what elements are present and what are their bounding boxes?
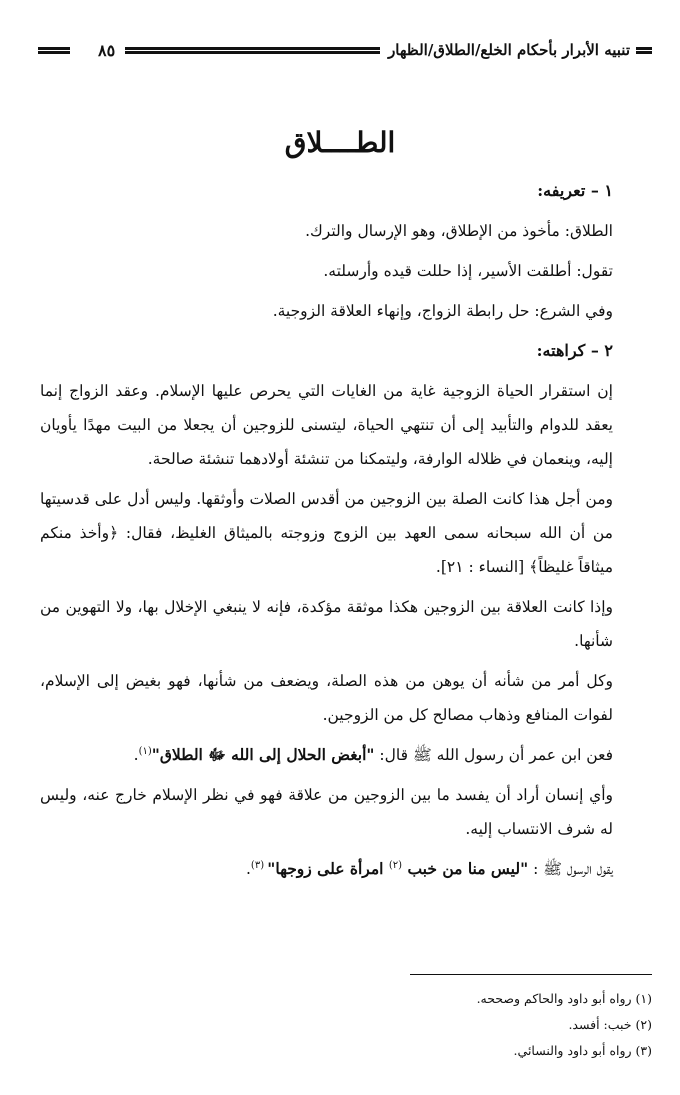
hadith-quote-part-a: "ليس منا من خبب (402, 859, 529, 878)
chapter-title: الطــــلاق (284, 126, 396, 159)
footnote-ref-1: (١) (138, 745, 152, 757)
running-header (38, 34, 652, 66)
paragraph: وكل أمر من شأنه أن يوهن من هذه الصلة، ويضعف من شأنها، فهو بغيض إلى الإسلام، لفوات المنافع وذهاب مصالح كل من الزوجين. (40, 672, 613, 724)
paragraph: ومن أجل هذا كانت الصلة بين الزوجين من أقدس الصلات وأوثقها. وليس أدل على قدسيتها من أن الله سبحانه سمى العهد بين الزوج وزوجته بالميثاق الغليظ، فقال: ﴿وأخذ منكم ميثاقاً غليظاً﴾ [النساء : ٢١]. (40, 490, 613, 576)
footnote-ref-2: (٢) (388, 859, 403, 871)
footnote-1: (١) رواه أبو داود والحاكم وصححه. (476, 991, 652, 1006)
hadith-lead: فعن ابن عمر أن رسول الله ﷺ قال: (374, 746, 613, 764)
body-text (40, 170, 613, 892)
section-heading-definition: ١ – تعريفه: (537, 181, 613, 200)
paragraph: وفي الشرع: حل رابطة الزواج، وإنهاء العلاقة الزوجية. (272, 302, 613, 320)
paragraph: وأي إنسان أراد أن يفسد ما بين الزوجين من علاقة فهو في نظر الإسلام خارج عنه، وليس له شرف الانتساب إليه. (40, 786, 613, 838)
hadith-paragraph (40, 852, 613, 886)
footnote-2: (٢) خبب: أفسد. (568, 1017, 652, 1032)
footnote-rule (410, 974, 652, 975)
hadith-end: . (245, 860, 251, 878)
header-rule-right (636, 47, 652, 54)
footnote-ref-3: (٣) (250, 859, 268, 871)
paragraph: وإذا كانت العلاقة بين الزوجين هكذا موثقة مؤكدة، فإنه لا ينبغي الإخلال بها، ولا التهوين من شأنها. (40, 598, 613, 650)
paragraph: تقول: أطلقت الأسير، إذا حللت قيده وأرسلته. (323, 262, 613, 280)
hadith-quote-part-b: امرأة على زوجها" (267, 859, 389, 878)
hadith-quote: "أبغض الحلال إلى الله ﷻ الطلاق" (151, 745, 375, 764)
footnotes (300, 986, 652, 1064)
footnote-3: (٣) رواه أبو داود والنسائي. (513, 1043, 652, 1058)
header-rule-left (38, 47, 70, 54)
header-rule-middle (125, 47, 380, 54)
page-number: ٨٥ (98, 40, 116, 60)
paragraph: الطلاق: مأخوذ من الإطلاق، وهو الإرسال والترك. (305, 222, 613, 240)
running-title: تنبيه الأبرار بأحكام الخلع/الطلاق/الظهار (388, 41, 630, 59)
hadith-end: . (133, 746, 139, 764)
paragraph: إن استقرار الحياة الزوجية غاية من الغايات التي يحرص عليها الإسلام. وعقد الزواج إنما يعقد للدوام والتأبيد إلى أن تنتهي الحياة، ليتسنى للزوجين أن يجعلا من البيت مهدًا يأويان إليه، وينعمان في ظلاله الوارفة، وليتمكنا من تنشئة أولادهما تنشئة صالحة. (40, 382, 613, 468)
hadith-paragraph (40, 738, 613, 772)
section-heading-dislike: ٢ – كراهته: (536, 341, 613, 360)
hadith-lead: يقول الرسول ﷺ : (528, 860, 613, 878)
